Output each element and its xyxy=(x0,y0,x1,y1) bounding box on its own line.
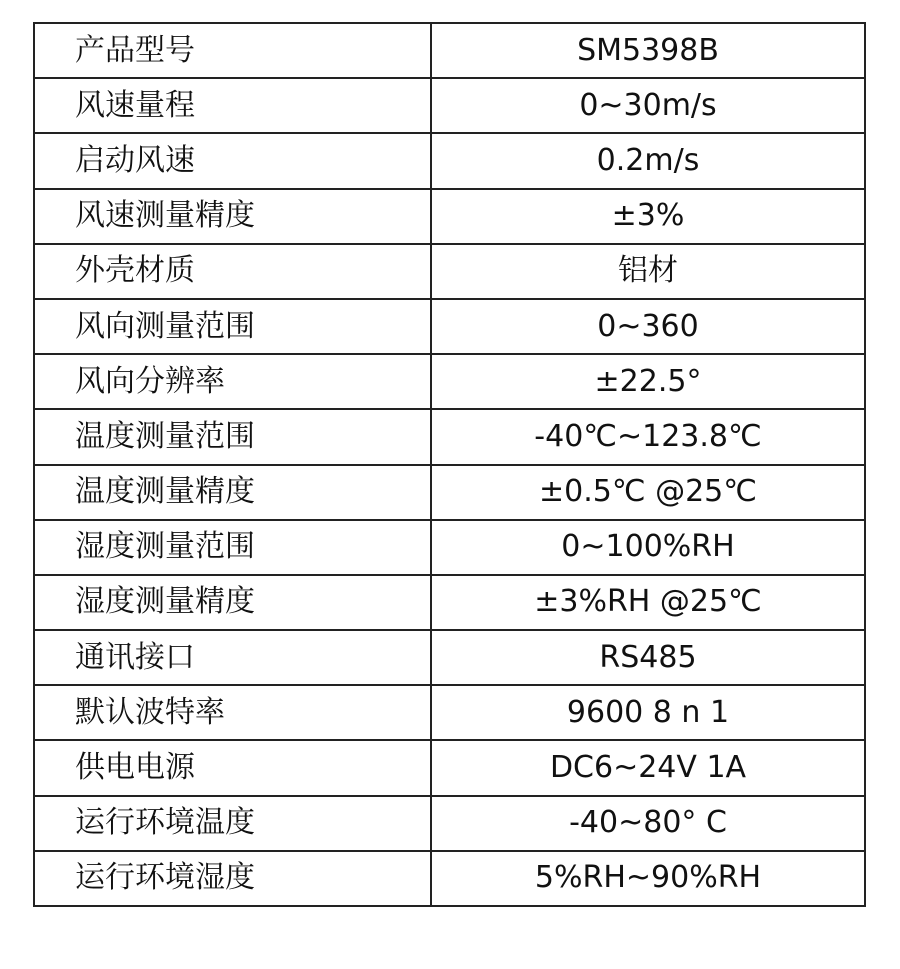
spec-label: 风速量程 xyxy=(34,78,431,133)
table-row xyxy=(34,740,865,795)
table-row xyxy=(34,409,865,464)
spec-value: 0.2m/s xyxy=(431,133,865,188)
spec-label: 通讯接口 xyxy=(34,630,431,685)
spec-value: ±22.5° xyxy=(431,354,865,409)
table-row xyxy=(34,465,865,520)
spec-value: -40℃~123.8℃ xyxy=(431,409,865,464)
spec-label: 温度测量范围 xyxy=(34,409,431,464)
spec-value: 9600 8 n 1 xyxy=(431,685,865,740)
table-row xyxy=(34,354,865,409)
spec-value: 0~360 xyxy=(431,299,865,354)
spec-label: 外壳材质 xyxy=(34,244,431,299)
spec-label: 风向分辨率 xyxy=(34,354,431,409)
spec-label: 湿度测量精度 xyxy=(34,575,431,630)
spec-value: 0~30m/s xyxy=(431,78,865,133)
spec-table xyxy=(33,22,866,907)
spec-label: 风向测量范围 xyxy=(34,299,431,354)
spec-label: 风速测量精度 xyxy=(34,189,431,244)
spec-value: ±3% xyxy=(431,189,865,244)
spec-value: SM5398B xyxy=(431,23,865,78)
spec-value: ±3%RH @25℃ xyxy=(431,575,865,630)
table-row xyxy=(34,851,865,906)
spec-value: ±0.5℃ @25℃ xyxy=(431,465,865,520)
spec-label: 默认波特率 xyxy=(34,685,431,740)
spec-value: RS485 xyxy=(431,630,865,685)
spec-label: 运行环境温度 xyxy=(34,796,431,851)
table-row xyxy=(34,244,865,299)
spec-value: 铝材 xyxy=(431,244,865,299)
table-row xyxy=(34,520,865,575)
table-row xyxy=(34,23,865,78)
spec-label: 产品型号 xyxy=(34,23,431,78)
spec-value: 0~100%RH xyxy=(431,520,865,575)
spec-label: 湿度测量范围 xyxy=(34,520,431,575)
spec-label: 启动风速 xyxy=(34,133,431,188)
spec-label: 供电电源 xyxy=(34,740,431,795)
table-row xyxy=(34,78,865,133)
table-row xyxy=(34,575,865,630)
table-row xyxy=(34,685,865,740)
table-row xyxy=(34,133,865,188)
spec-value: -40~80° C xyxy=(431,796,865,851)
spec-label: 温度测量精度 xyxy=(34,465,431,520)
spec-label: 运行环境湿度 xyxy=(34,851,431,906)
spec-value: 5%RH~90%RH xyxy=(431,851,865,906)
table-row xyxy=(34,299,865,354)
table-row xyxy=(34,630,865,685)
spec-value: DC6~24V 1A xyxy=(431,740,865,795)
table-row xyxy=(34,189,865,244)
table-row xyxy=(34,796,865,851)
